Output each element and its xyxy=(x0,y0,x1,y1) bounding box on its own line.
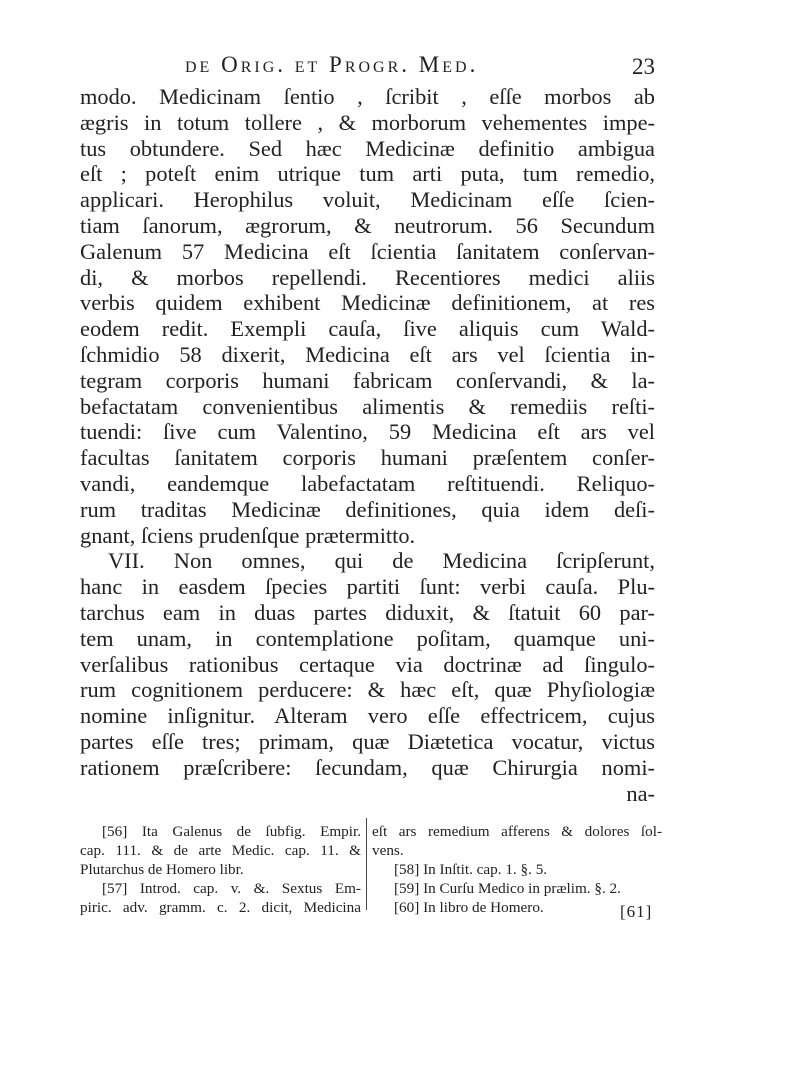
text-line: eſt ; poteſt enim utrique tum arti puta, tum remedio, xyxy=(80,161,655,187)
text-line: nomine inſignitur. Alteram vero eſſe effectricem, cujus xyxy=(80,703,655,729)
text-line: hanc in easdem ſpecies partiti ſunt: verbi cauſa. Plu- xyxy=(80,574,655,600)
signature-mark: [61] xyxy=(620,902,653,921)
text-line: modo. Medicinam ſentio , ſcribit , eſſe morbos ab xyxy=(80,84,655,109)
footnote-line: vens. xyxy=(372,842,404,859)
footnote-line: piric. adv. gramm. c. 2. dicit, Medicina xyxy=(80,899,361,916)
text-line: rationem præſcribere: ſecundam, quæ Chirurgia nomi- xyxy=(80,754,655,780)
text-line: rum cognitionem perducere: & hæc eſt, quæ Phyſiologiæ xyxy=(80,677,655,703)
page-number: 23 xyxy=(632,54,655,79)
text-line: vandi, eandemque labefactatam reſtituendi. Reliquo- xyxy=(80,470,655,496)
text-line: tegram corporis humani fabricam conſervandi, & la- xyxy=(80,367,655,393)
footnote-line: [58] In Inſtit. cap. 1. §. 5. xyxy=(394,861,548,878)
footnotes-right xyxy=(372,822,662,917)
text-line: verbis quidem exhibent Medicinæ definitionem, at res xyxy=(80,290,655,316)
footnote-line: eſt ars remedium afferens & dolores ſol- xyxy=(372,823,662,840)
text-line: rum traditas Medicinæ definitiones, quia idem deſi- xyxy=(80,496,655,522)
text-line: tuendi: ſive cum Valentino, 59 Medicina eſt ars vel xyxy=(80,419,655,445)
text-line: facultas ſanitatem corporis humani præſentem conſer- xyxy=(80,445,655,471)
footnotes-left xyxy=(80,822,361,917)
text-line: partes eſſe tres; primam, quæ Diætetica vocatur, victus xyxy=(80,728,655,754)
text-line: eodem redit. Exempli cauſa, ſive aliquis cum Wald- xyxy=(80,316,655,342)
text-line: Galenum 57 Medicina eſt ſcientia ſanitatem conſervan- xyxy=(80,238,655,264)
footnote-line: [60] In libro de Homero. xyxy=(394,899,544,916)
main-text xyxy=(80,84,655,806)
text-line: tem unam, in contemplatione poſitam, quamque uni- xyxy=(80,625,655,651)
footnote-line: [59] In Curſu Medico in prælim. §. 2. xyxy=(394,880,621,897)
catchword: na- xyxy=(626,780,655,806)
footnote-divider xyxy=(366,818,367,910)
text-line: ægris in totum tollere , & morborum vehementes impe- xyxy=(80,109,655,135)
text-line: tiam ſanorum, ægrorum, & neutrorum. 56 Secundum xyxy=(80,212,655,238)
text-line: gnant, ſciens prudenſque prætermitto. xyxy=(80,522,416,548)
text-line: tarchus eam in duas partes diduxit, & ſtatuit 60 par- xyxy=(80,599,655,625)
text-line: VII. Non omnes, qui de Medicina ſcripſerunt, xyxy=(108,548,655,574)
footnote-line: Plutarchus de Homero libr. xyxy=(80,861,244,878)
text-line: di, & morbos repellendi. Recentiores medici aliis xyxy=(80,264,655,290)
page-header xyxy=(0,52,800,86)
text-line: befactatam convenientibus alimentis & remediis reſti- xyxy=(80,393,655,419)
footnote-line: [56] Ita Galenus de ſubfig. Empir. xyxy=(102,823,361,840)
footnote-line: [57] Introd. cap. v. &. Sextus Em- xyxy=(102,880,361,897)
text-line: tus obtundere. Sed hæc Medicinæ definitio ambigua xyxy=(80,135,655,161)
footnote-line: cap. 111. & de arte Medic. cap. 11. & xyxy=(80,842,361,859)
text-line: verſalibus rationibus certaque via doctrinæ ad ſingulo- xyxy=(80,651,655,677)
running-title: de Orig. et Progr. Med. xyxy=(185,52,479,77)
text-line: ſchmidio 58 dixerit, Medicina eſt ars vel ſcientia in- xyxy=(80,341,655,367)
text-line: applicari. Herophilus voluit, Medicinam eſſe ſcien- xyxy=(80,187,655,213)
